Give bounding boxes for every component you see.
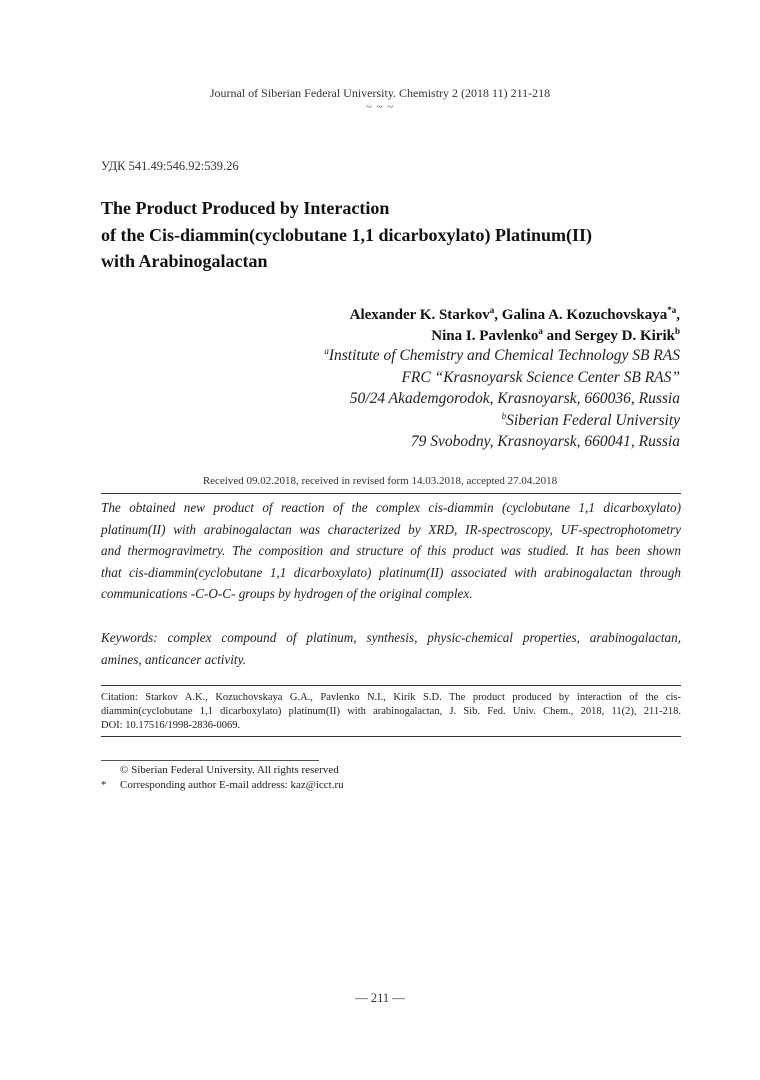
footnote-copyright — [101, 763, 344, 778]
abstract-line: communications -C-O-C- groups by hydrogen of the original complex. — [101, 586, 473, 601]
footnote-separator — [101, 760, 319, 761]
article-title — [101, 195, 701, 275]
citation-line: DOI: 10.17516/1998-2836-0069. — [101, 720, 241, 732]
affil-b-mark: b — [501, 410, 507, 421]
author-pavlenko-affil: a — [538, 326, 543, 336]
abstract-line: The obtained new product of reaction of the complex cis-diammin (cyclobutane 1,1 dicarboxylato) — [101, 500, 681, 515]
affil-line-1 — [324, 345, 680, 367]
corresponding-author-text: Corresponding author E-mail address: kaz@icct.ru — [120, 779, 344, 791]
authors-line-2 — [350, 326, 680, 347]
copyright-text: © Siberian Federal University. All rights reserved — [120, 764, 339, 776]
keywords — [101, 627, 681, 670]
affil-line-2: FRC “Krasnoyarsk Science Center SB RAS” — [401, 368, 680, 386]
abstract — [101, 497, 681, 605]
citation — [101, 691, 681, 734]
author-starkov-affil: a — [489, 305, 495, 315]
affil-b-institute: Siberian Federal University — [506, 411, 680, 429]
citation-bottom-rule — [101, 736, 681, 737]
author-kozuchovskaya-affil: *a — [667, 305, 677, 315]
author-list — [350, 305, 680, 347]
affil-line-5: 79 Svobodny, Krasnoyarsk, 660041, Russia — [410, 433, 680, 450]
page-number: ― 211 ― — [355, 991, 405, 1005]
title-line-3: with Arabinogalactan — [101, 251, 268, 271]
abstract-top-rule — [101, 493, 681, 494]
received-dates: Received 09.02.2018, received in revised form 14.03.2018, accepted 27.04.2018 — [202, 475, 558, 487]
asterisk-mark: * — [101, 779, 107, 791]
abstract-line: platinum(II) with arabinogalactan was characterized by XRD, IR-spectroscopy, UF-spectrophotometry — [101, 521, 681, 537]
affil-line-3: 50/24 Akademgorodok, Krasnoyarsk, 660036, Russia — [349, 390, 680, 407]
header-ornament: ~ ~ ~ — [365, 101, 395, 113]
citation-line: diammin(cyclobutane 1,1 dicarboxylato) platinum(II) with arabinogalactan, J. Sib. Fed. Univ. Chem., 2018, 11(2), 211-218. — [101, 706, 681, 718]
title-line-1: The Product Produced by Interaction — [101, 198, 390, 218]
affil-a-institute: Institute of Chemistry and Chemical Technology SB RAS — [328, 347, 680, 364]
abstract-line: and thermogravimetry. The composition and structure of this product was studied. It has been shown — [101, 543, 681, 558]
author-kirik: and Sergey D. Kirik — [542, 328, 675, 344]
journal-header: Journal of Siberian Federal University. Chemistry 2 (2018 11) 211-218 — [209, 86, 551, 100]
author-kozuchovskaya: , Galina A. Kozuchovskaya — [494, 307, 668, 323]
affiliations — [324, 345, 680, 453]
affil-a-mark: a — [324, 346, 329, 356]
authors-line-1 — [350, 305, 680, 326]
udk-code: УДК 541.49:546.92:539.26 — [101, 159, 239, 173]
keywords-line: amines, anticancer activity. — [101, 651, 247, 667]
author-starkov: Alexander K. Starkov — [349, 307, 490, 323]
footnote-corresponding — [101, 778, 344, 793]
author-pavlenko: Nina I. Pavlenko — [431, 328, 539, 344]
author-kirik-affil: b — [674, 326, 680, 336]
abstract-line: that cis-diammin(cyclobutane 1,1 dicarboxylato) platinum(II) associated with arabinogalactan through — [101, 564, 681, 580]
citation-top-rule — [101, 685, 681, 686]
title-line-2: of the Cis-diammin(cyclobutane 1,1 dicarboxylato) Platinum(II) — [101, 224, 592, 245]
footnotes — [101, 763, 344, 793]
keywords-line: Keywords: complex compound of platinum, synthesis, physic-chemical properties, arabinogalactan, — [101, 630, 681, 645]
authors-comma: , — [676, 307, 680, 323]
affil-line-4 — [324, 410, 680, 432]
citation-line: Citation: Starkov A.K., Kozuchovskaya G.A., Pavlenko N.I., Kirik S.D. The product produced by interaction of the cis- — [101, 692, 681, 703]
